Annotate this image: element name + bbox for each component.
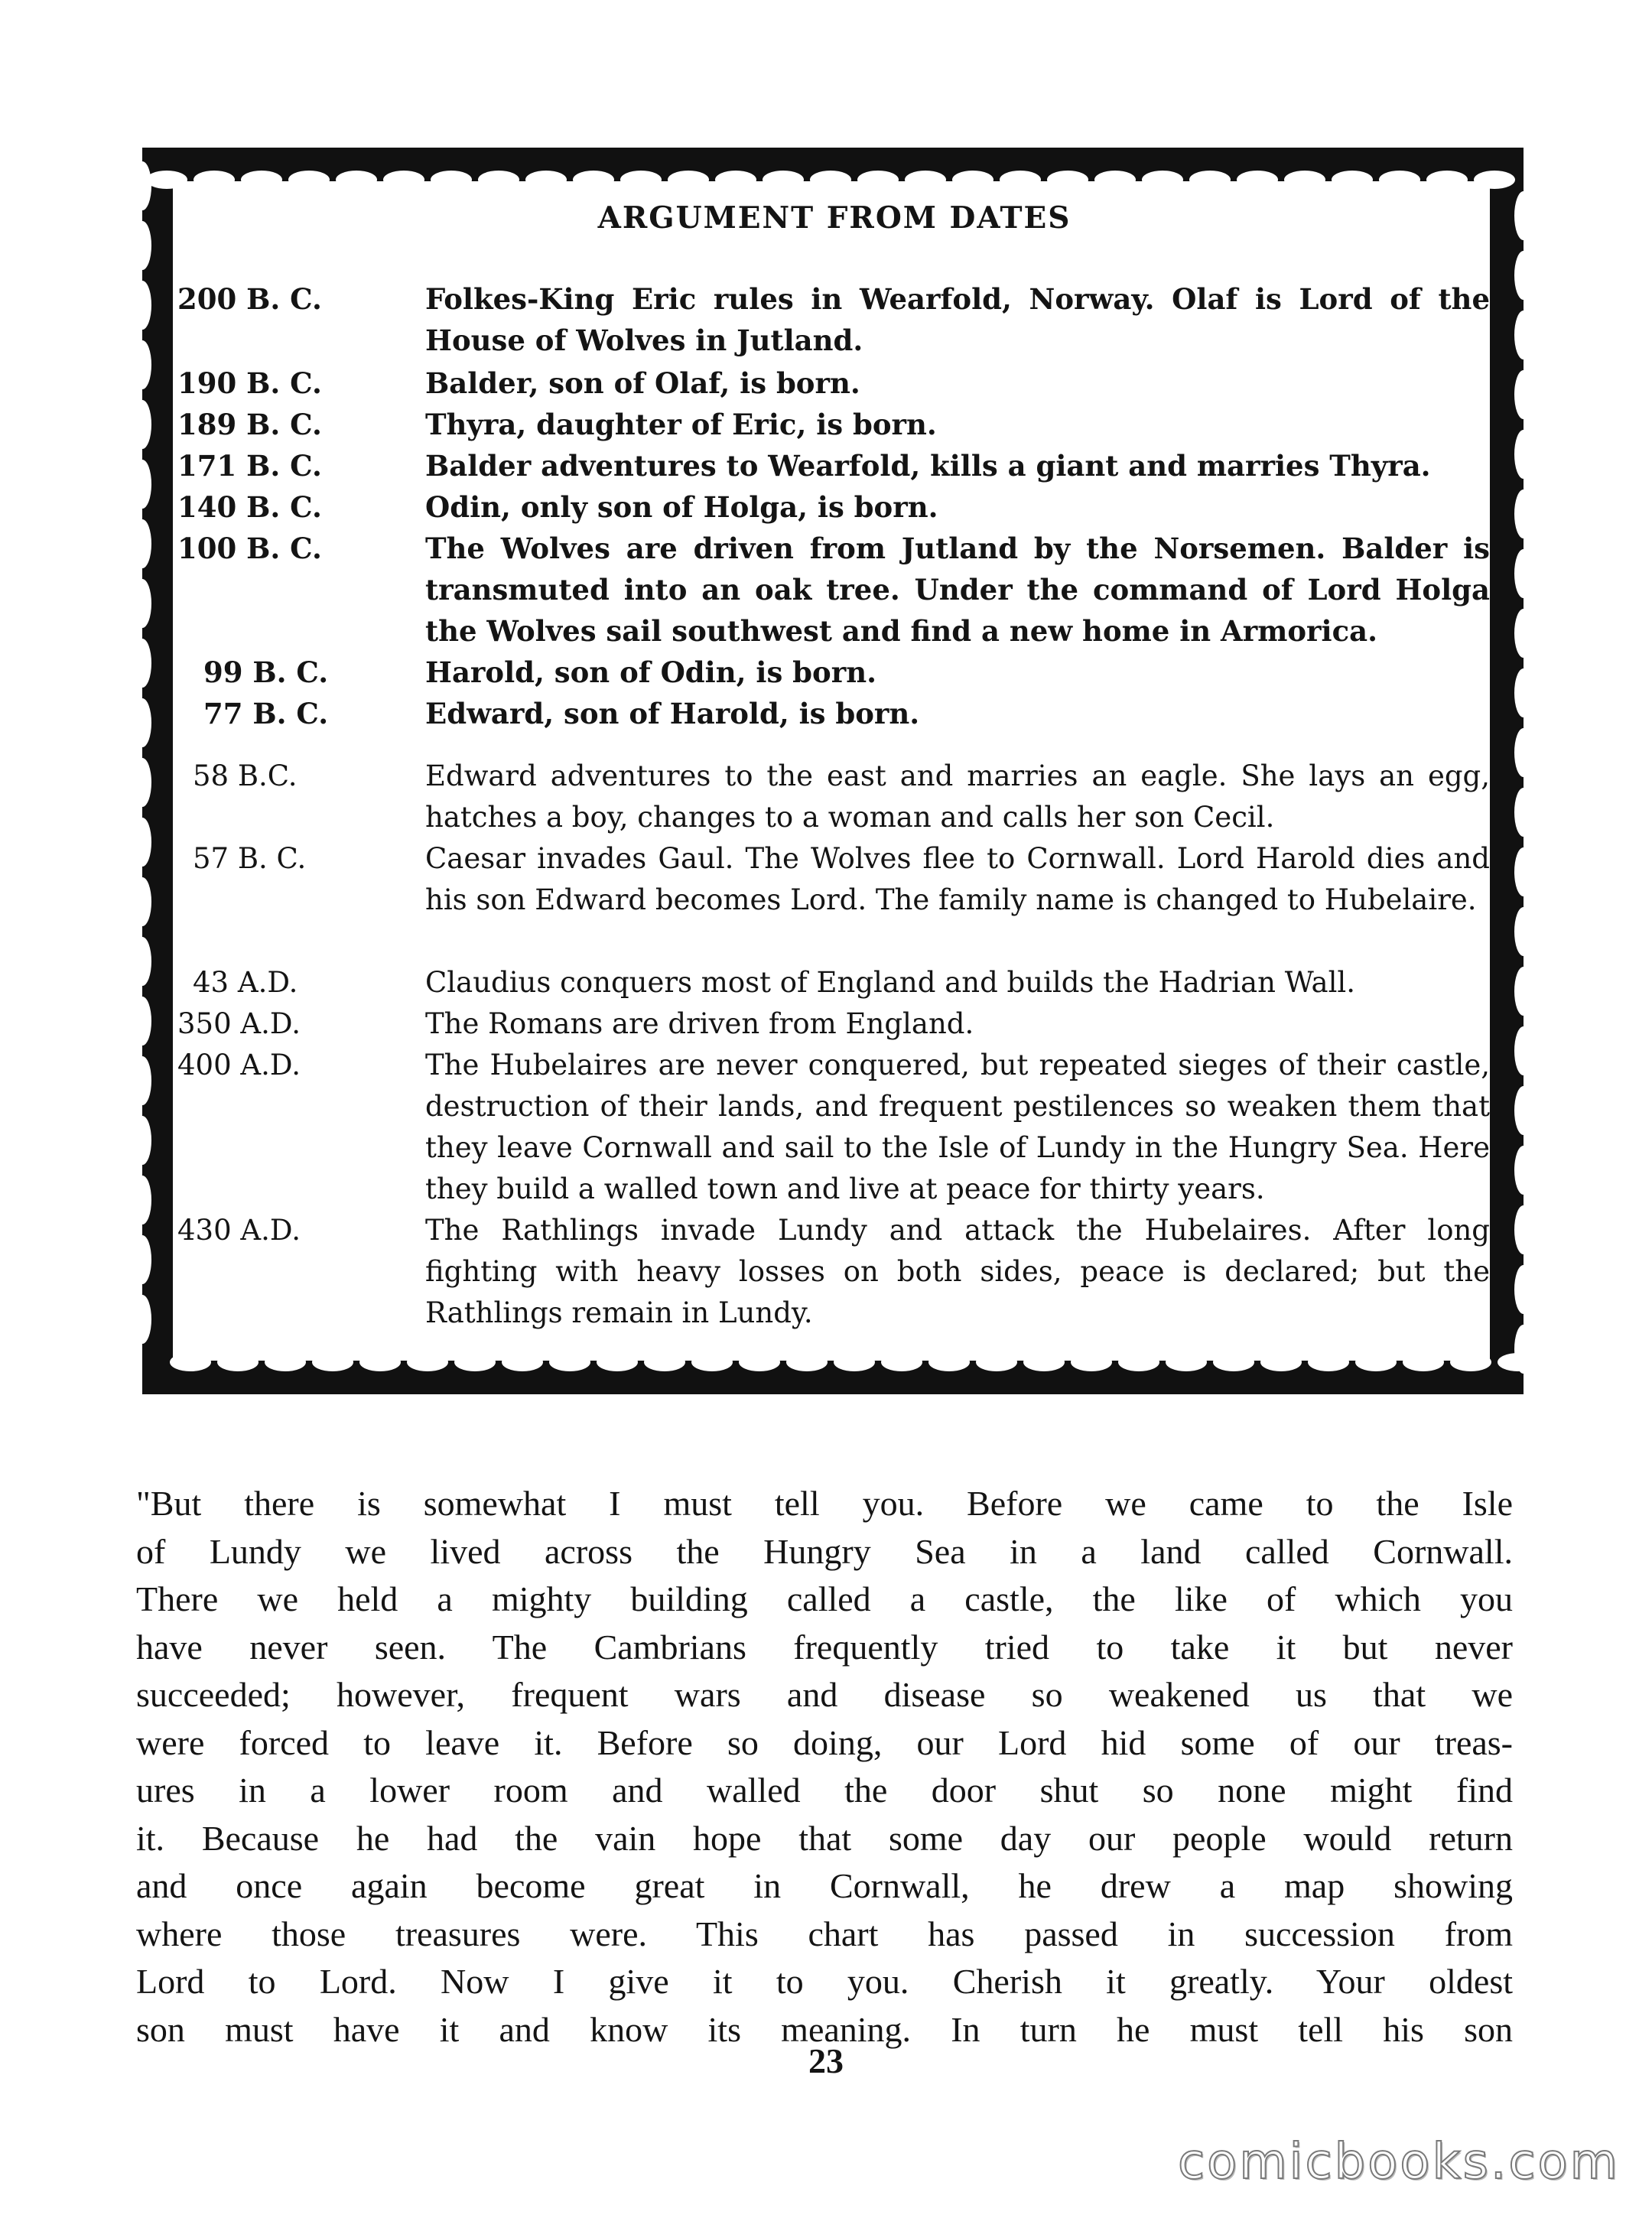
entry-text: Caesar invades Gaul. The Wolves flee to Cornwall. Lord Harold dies and his son Edward becomes Lord. The family name is changed to Hubelaire.: [425, 842, 1490, 916]
entry-text: Balder adventures to Wearfold, kills a giant and marries Thyra.: [425, 449, 1431, 483]
entry-text: Harold, son of Odin, is born.: [425, 655, 876, 689]
entry-text: Edward, son of Harold, is born.: [425, 697, 920, 730]
entry-date: 200 B. C.: [177, 282, 322, 316]
box-title: ARGUMENT FROM DATES: [597, 200, 1072, 236]
paragraph-line: There we held a mighty building called a castle, the like of which you: [136, 1579, 1513, 1618]
paragraph-line: it. Because he had the vain hope that some day our people would return: [136, 1818, 1513, 1858]
paragraph-line: son must have it and know its meaning. In turn he must tell his son: [136, 2009, 1513, 2049]
entry-date: 77 B. C.: [203, 697, 329, 730]
entry-date: 57 B. C.: [193, 842, 307, 875]
page-number: 23: [808, 2041, 844, 2080]
paragraph-line: of Lundy we lived across the Hungry Sea in a land called Cornwall.: [136, 1531, 1513, 1571]
dates-box: [170, 177, 1499, 1378]
entry-text: Thyra, daughter of Eric, is born.: [425, 408, 937, 441]
entry-date: 171 B. C.: [177, 449, 322, 483]
entry-text: The Rathlings invade Lundy and attack the Hubelaires. After long fighting with heavy losses on both sides, peace is declared; but the Rathlings remain in Lundy.: [425, 1214, 1490, 1329]
entry-text: Odin, only son of Holga, is born.: [425, 490, 938, 524]
entry-text: Claudius conquers most of England and builds the Hadrian Wall.: [425, 966, 1355, 999]
entry-text: The Wolves are driven from Jutland by the Norsemen. Balder is transmuted into an oak tree. Under the command of Lord Holga the Wolves sail southwest and find a new home in Armorica.: [425, 532, 1490, 648]
paragraph-line: "But there is somewhat I must tell you. Before we came to the Isle: [136, 1484, 1513, 1523]
paragraph-line: Lord to Lord. Now I give it to you. Cherish it greatly. Your oldest: [136, 1962, 1513, 2001]
paragraph-line: were forced to leave it. Before so doing, our Lord hid some of our treas-: [136, 1722, 1513, 1762]
entry-date: 58 B.C.: [193, 759, 298, 792]
entry-text: The Romans are driven from England.: [425, 1007, 974, 1040]
story-paragraph: [136, 1480, 1513, 2054]
paragraph-line: and once again become great in Cornwall, he drew a map showing: [136, 1866, 1513, 1905]
entry-text: Balder, son of Olaf, is born.: [425, 366, 860, 400]
entry-date: 430 A.D.: [177, 1214, 301, 1247]
paragraph-line: have never seen. The Cambrians frequently tried to take it but never: [136, 1627, 1513, 1667]
paragraph-line: succeeded; however, frequent wars and disease so weakened us that we: [136, 1675, 1513, 1714]
site-watermark: comicbooks.com: [1177, 2134, 1620, 2190]
entry-date: 99 B. C.: [203, 655, 329, 689]
entry-date: 190 B. C.: [177, 366, 322, 400]
entry-text: The Hubelaires are never conquered, but repeated sieges of their castle, destruction of their lands, and frequent pestilences so weaken them that they leave Cornwall and sail to the Isle of Lundy in the Hungry Sea. Here they build a walled town and live at peace for thirty years.: [425, 1049, 1490, 1205]
timeline-entry: [170, 278, 1499, 363]
paragraph-line: ures in a lower room and walled the door shut so none might find: [136, 1771, 1513, 1810]
entry-date: 43 A.D.: [193, 966, 298, 999]
entry-date: 350 A.D.: [177, 1007, 301, 1040]
entry-date: 100 B. C.: [177, 532, 322, 565]
entry-text: Folkes-King Eric rules in Wearfold, Norway. Olaf is Lord of the House of Wolves in Jutland.: [425, 282, 1490, 357]
entry-date: 400 A.D.: [177, 1049, 301, 1081]
paragraph-line: where those treasures were. This chart has passed in succession from: [136, 1914, 1513, 1953]
entry-date: 189 B. C.: [177, 408, 322, 441]
entry-date: 140 B. C.: [177, 490, 322, 524]
entry-text: Edward adventures to the east and marries an eagle. She lays an egg, hatches a boy, changes to a woman and calls her son Cecil.: [425, 759, 1490, 834]
